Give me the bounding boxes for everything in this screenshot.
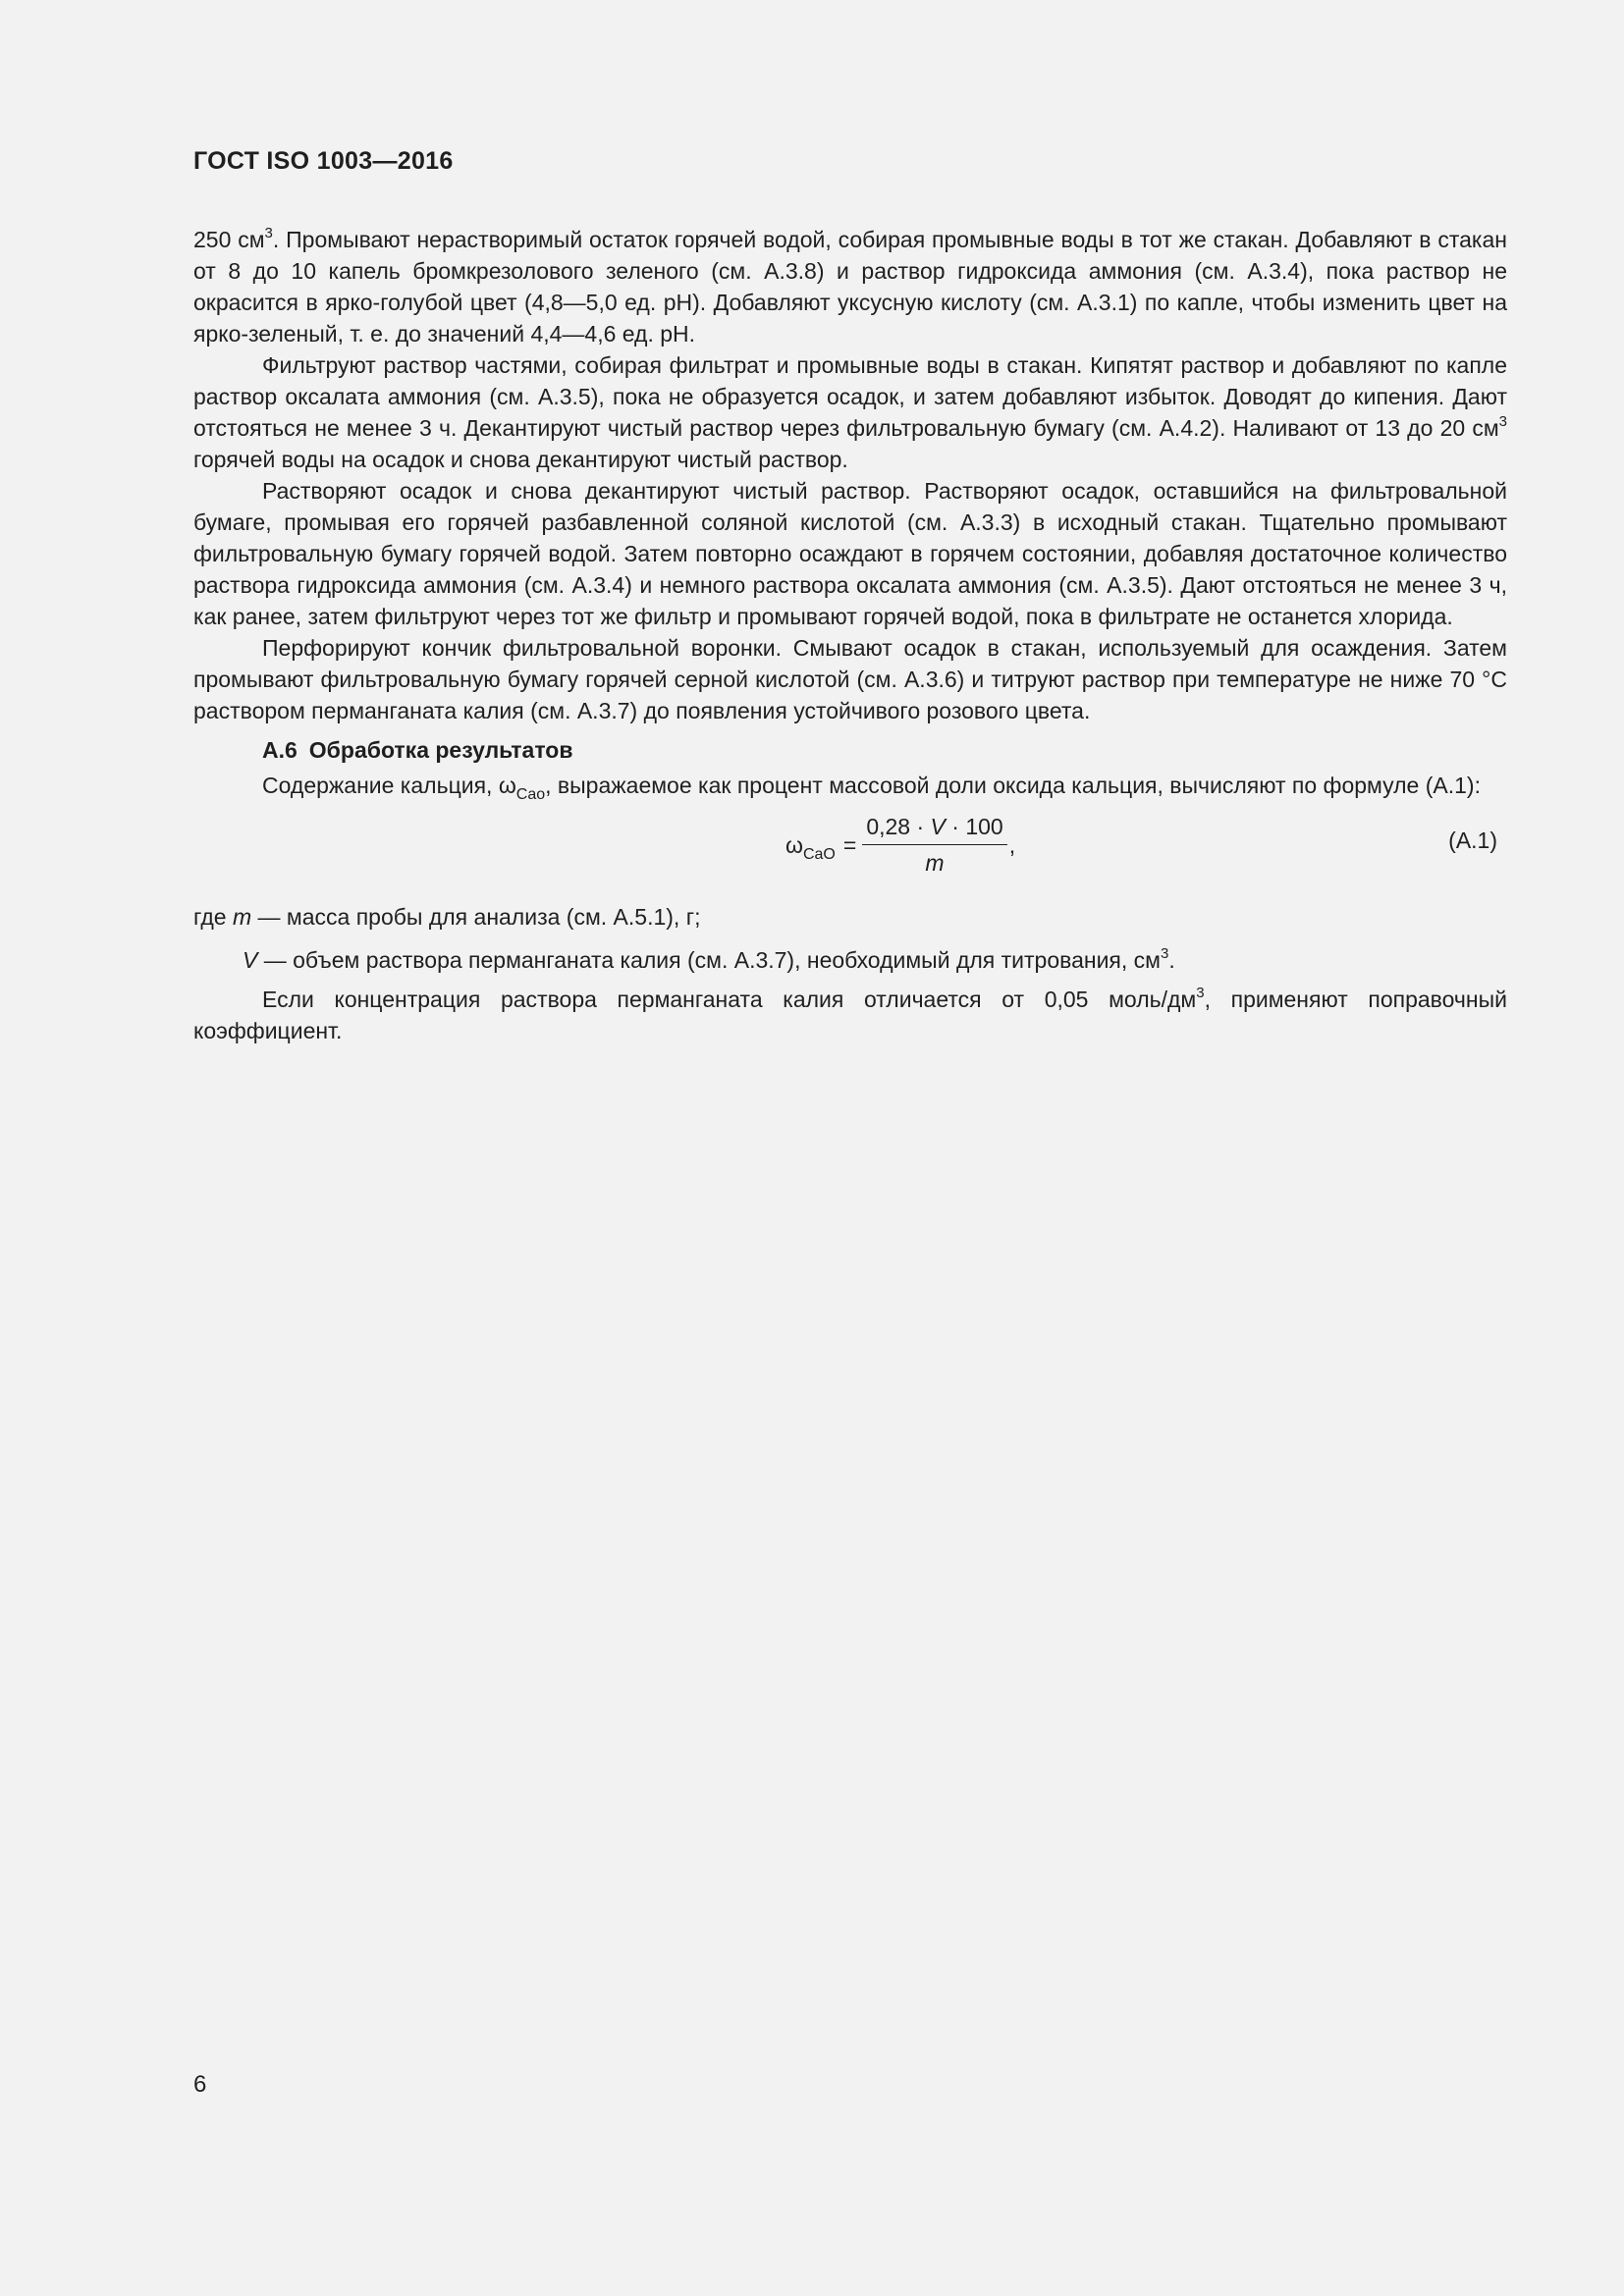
- paragraph-3: Растворяют осадок и снова декантируют чистый раствор. Растворяют осадок, оставшийся на фильтровальной бумаге, промывая его горячей разбавленной соляной кислотой (см. А.3.3) в исходный стакан. Тщательно промывают фильтровальную бумагу горячей водой. Затем повторно осаждают в горячем состоянии, добавляя достаточное количество раствора гидроксида аммония (см. А.3.4) и немного раствора оксалата аммония (см. А.3.5). Дают отстояться не менее 3 ч, как ранее, затем фильтруют через тот же фильтр и промывают горячей водой, пока в фильтрате не останется хлорида.: [193, 478, 1507, 629]
- paragraph-1: 250 $см^3$. Промывают нерастворимый остаток горячей водой, собирая промывные воды в тот же стакан. Добавляют в стакан от 8 до 10 капель бромкрезолового зеленого (см. А.3.8) и раствор гидроксида аммония (см. А.3.4), пока раствор не окрасится в ярко-голубой цвет (4,8—5,0 ед. рН). Добавляют уксусную кислоту (см. А.3.1) по капле, чтобы изменить цвет на ярко-зеленый, т. е. до значений 4,4—4,6 ед. рН.: [193, 225, 1507, 347]
- formula-denominator: m: [925, 850, 945, 876]
- where-v: V — объем раствора перманганата калия (см. А.3.7), необходимый для титрования, $см^3$.: [243, 945, 1175, 973]
- formula-equals: =: [842, 831, 857, 858]
- paragraph-2: Фильтруют раствор частями, собирая фильтрат и промывные воды в стакан. Кипятят раствор и добавляют по капле раствор оксалата аммония (см. А.3.5), пока не образуется осадок, и затем добавляют избыток. Доводят до кипения. Дают отстояться не менее 3 ч. Декантируют чистый раствор через фильтровальную бумагу (см. А.4.2). Наливают от 13 до 20 $см^3$ горячей воды на осадок и снова декантируют чистый раствор.: [193, 352, 1507, 472]
- section-number: А.6: [262, 737, 298, 763]
- document-header: ГОСТ ISO 1003—2016: [193, 147, 454, 175]
- section-title: Обработка результатов: [308, 737, 573, 763]
- where-m: где m — масса пробы для анализа (см. А.5.1), г;: [193, 904, 701, 930]
- formula-fraction: [862, 813, 1006, 877]
- formula-lhs: $\omega_{CaO}$: [785, 831, 836, 863]
- formula: [785, 813, 1015, 877]
- section-heading: [193, 734, 1507, 766]
- equation-number: (А.1): [1448, 828, 1497, 853]
- formula-intro: Содержание кальция, $\omega_{Cao}$, выражаемое как процент массовой доли оксида кальция, вычисляют по формуле (А.1):: [262, 773, 1481, 803]
- formula-block: [193, 807, 1507, 901]
- formula-numerator: 0,28 · V · 100: [862, 813, 1006, 845]
- page-number: 6: [193, 2071, 207, 2098]
- document-body: [193, 224, 1507, 1046]
- formula-comma: ,: [1008, 831, 1016, 858]
- paragraph-last: Если концентрация раствора перманганата калия отличается от 0,05 моль/$дм^3$, применяют поправочный коэффициент.: [193, 985, 1507, 1043]
- paragraph-4: Перфорируют кончик фильтровальной воронки. Смывают осадок в стакан, используемый для осаждения. Затем промывают фильтровальную бумагу горячей серной кислотой (см. А.3.6) и титруют раствор при температуре не ниже 70 °С раствором перманганата калия (см. А.3.7) до появления устойчивого розового цвета.: [193, 635, 1507, 723]
